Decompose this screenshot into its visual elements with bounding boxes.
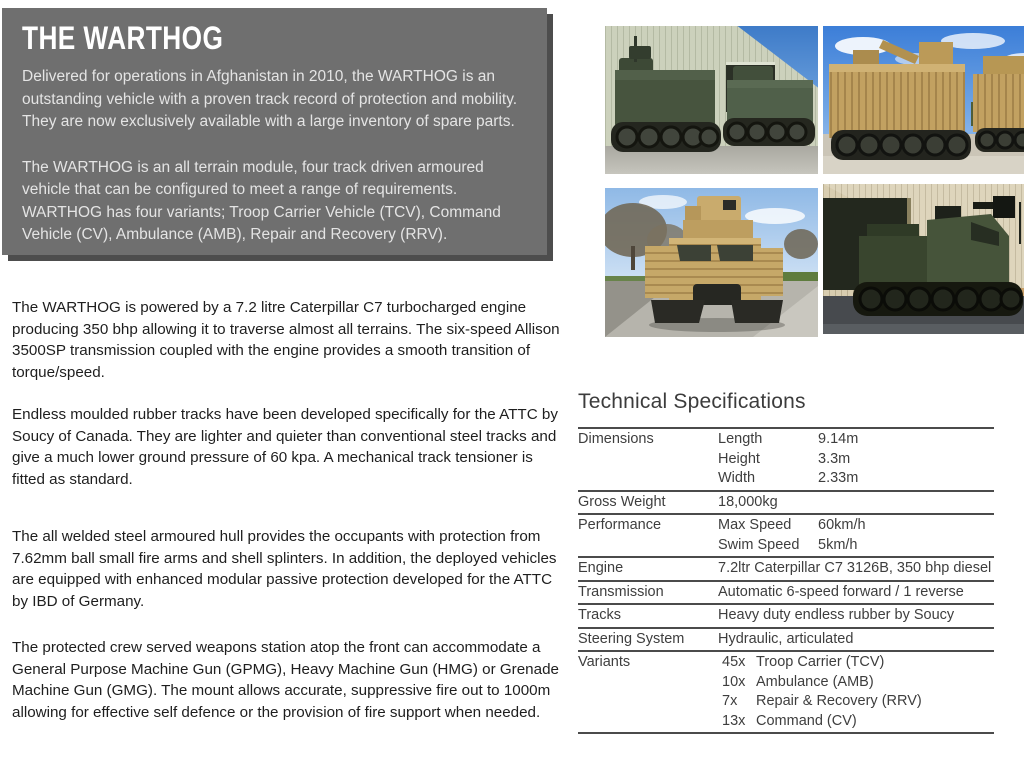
variant-name: Repair & Recovery (RRV) [756,693,922,709]
spec-row-variants [578,650,994,732]
spec-key: Length [718,431,763,447]
body-paragraph-tracks: Endless moulded rubber tracks have been developed specifically for the ATTC by Soucy of Canada. They are lighter and quieter than conventional steel tracks and give a much lower ground pressure of 60 kpa. A mechanical track tensioner is fitted as standard. [12,406,558,488]
spec-row-performance [578,513,994,556]
spec-value: 2.33m [818,470,859,486]
spec-row-engine [578,556,994,580]
page-title: THE WARTHOG [22,20,224,56]
spec-value: Hydraulic, articulated [718,630,854,647]
spec-row-steering-system [578,627,994,651]
green-vehicle-illustration [823,184,1024,334]
technical-specifications-section [578,390,994,734]
spec-value: 5km/h [818,536,858,553]
spec-label: Dimensions [578,431,654,447]
photo-sand-warthogs-slat-armour [823,26,1024,174]
intro-paragraph-2: The WARTHOG is an all terrain module, four track driven armoured vehicle that can be configured to meet a range of requirements. WARTHOG has four variants; Troop Carrier Vehicle (TCV), Command Vehicle (CV), Ambulance (AMB), Repair and Recovery (RRV). [22,158,501,243]
spec-label: Gross Weight [578,493,666,510]
green-vehicles-illustration [605,26,818,174]
spec-row-transmission [578,580,994,604]
intro-paragraph-1: Delivered for operations in Afghanistan in 2010, the WARTHOG is an outstanding vehicle with a proven track record of protection and mobility. They are now exclusively available with a large inventory of spare parts. [22,68,518,130]
variant-count: 7x [722,693,738,709]
spec-row-dimensions [578,427,994,490]
spec-subrow [718,450,994,470]
variant-name: Troop Carrier (TCV) [756,654,885,670]
photo-sand-warthog-front-weapon-station [605,188,818,337]
spec-key: Width [718,470,756,486]
spec-row-tracks [578,603,994,627]
spec-label: Variants [578,654,631,670]
spec-key: Height [718,450,760,467]
spec-label: Steering System [578,630,685,647]
variant-count: 45x [722,654,746,670]
spec-subrow [718,536,994,556]
spec-subrow [718,516,994,536]
specs-table [578,427,994,734]
variant-name: Ambulance (AMB) [756,673,874,690]
spec-subrow [718,430,994,450]
sand-vehicles-illustration [823,26,1024,174]
spec-value: Automatic 6-speed forward / 1 reverse [718,583,964,600]
spec-subrow [718,692,994,712]
spec-key: Swim Speed [718,536,800,553]
spec-value: Heavy duty endless rubber by Soucy [718,607,955,623]
variant-count: 13x [722,712,746,729]
photo-green-warthog-beside-building [823,184,1024,334]
spec-subrow [718,653,994,673]
spec-value: 18,000kg [718,493,778,510]
intro-panel [2,8,547,255]
specs-title: Technical Specifications [578,390,806,413]
spec-key: Max Speed [718,517,792,533]
spec-label: Tracks [578,607,621,623]
variant-count: 10x [722,673,746,690]
spec-subrow [718,712,994,732]
body-paragraph-weapons: The protected crew served weapons station atop the front can accommodate a General Purpose Machine Gun (GPMG), Heavy Machine Gun (HMG) or Grenade Machine Gun (GMG). The mount allows accurate, suppressive fire out to 1000m allowing for effective self defence or the provision of fire support when needed. [12,639,559,721]
spec-subrow [718,469,994,489]
spec-value: 3.3m [818,450,851,467]
spec-value: 7.2ltr Caterpillar C7 3126B, 350 bhp diesel [718,560,992,576]
spec-subrow [718,673,994,693]
sand-vehicle-front-illustration [605,188,818,337]
spec-label: Engine [578,560,624,576]
spec-value: 60km/h [818,517,866,533]
photo-green-warthogs-warehouse [605,26,818,174]
body-paragraph-armour: The all welded steel armoured hull provides the occupants with protection from 7.62mm ball small fire arms and shell splinters. In addition, the deployed vehicles are equipped with enhanced modular passive protection developed for the ATTC by IBD of Germany. [12,528,557,610]
body-paragraph-engine: The WARTHOG is powered by a 7.2 litre Caterpillar C7 turbocharged engine producing 350 bhp allowing it to traverse almost all terrains. The six-speed Allison 3500SP transmission coupled with the engine provides a smooth transition of torque/speed. [12,299,560,381]
variant-name: Command (CV) [756,712,857,729]
spec-label: Transmission [578,583,664,600]
spec-row-gross-weight [578,490,994,514]
spec-label: Performance [578,517,662,533]
spec-value: 9.14m [818,431,859,447]
